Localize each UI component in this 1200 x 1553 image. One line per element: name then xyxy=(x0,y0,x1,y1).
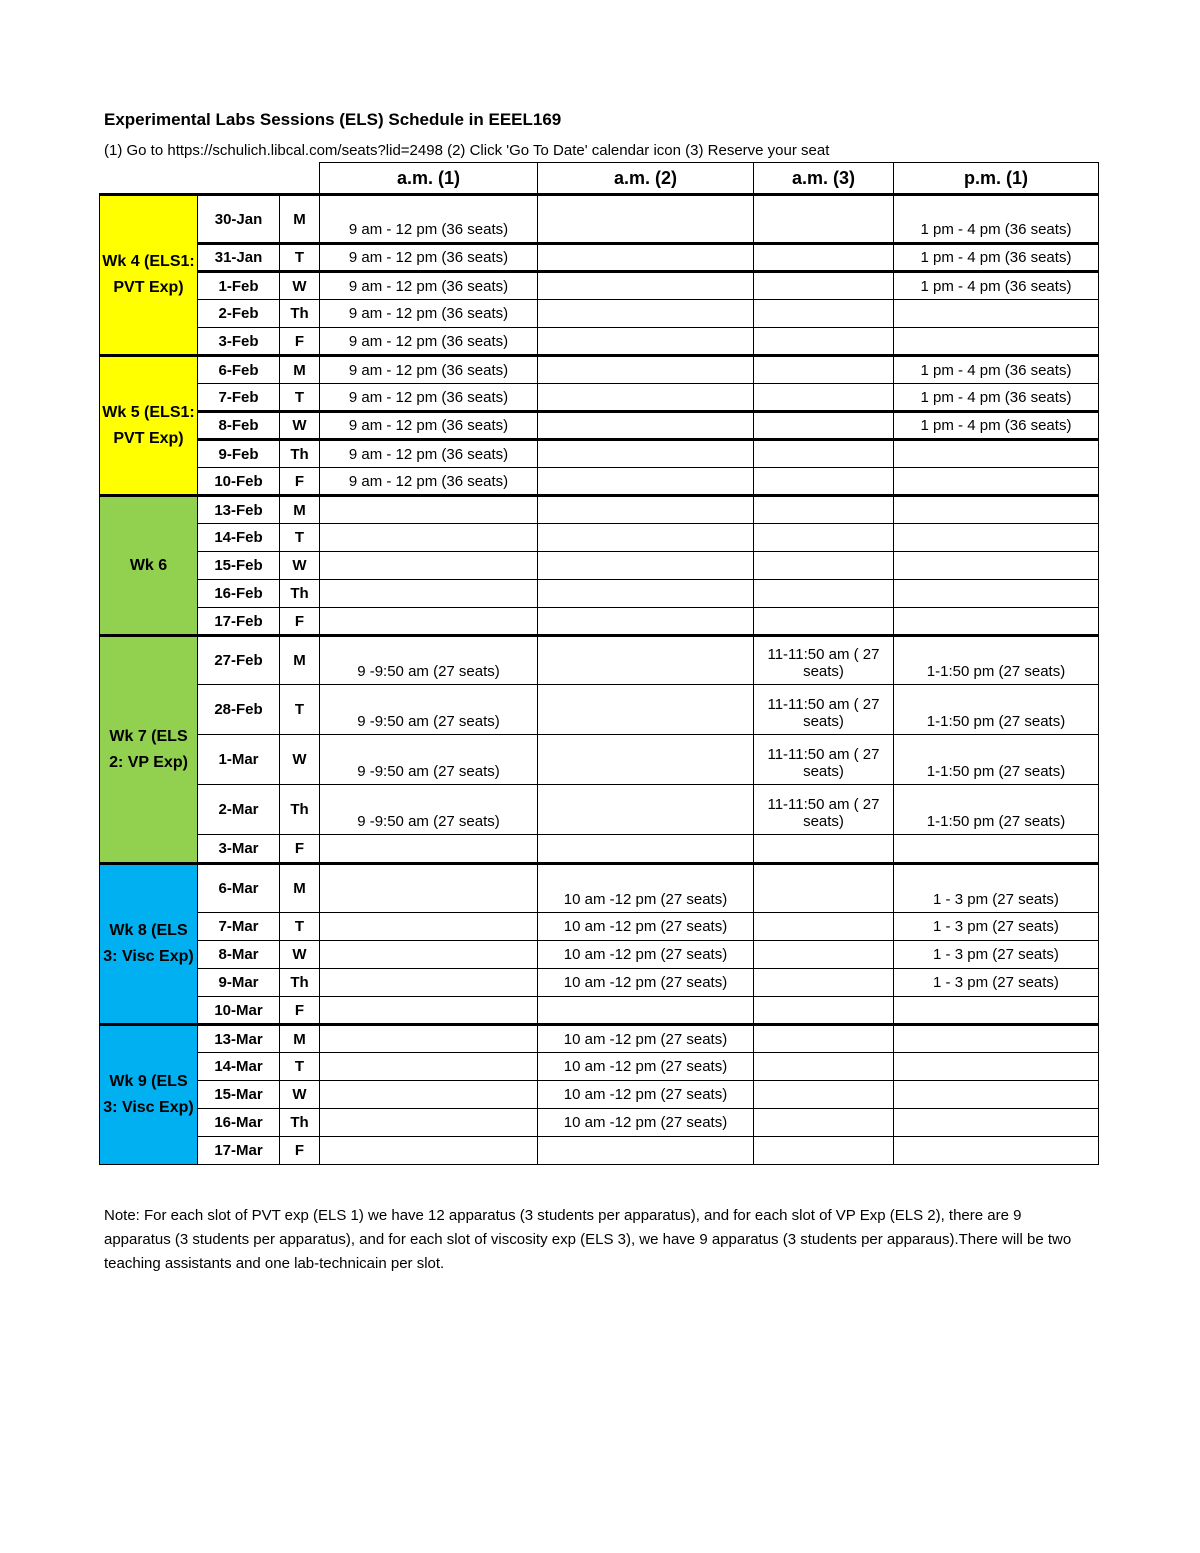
date-cell: 8-Feb xyxy=(198,412,280,440)
slot-pm1 xyxy=(894,300,1099,328)
date-cell: 13-Mar xyxy=(198,1025,280,1053)
slot-am2 xyxy=(538,440,754,468)
col-header-am1: a.m. (1) xyxy=(320,163,538,195)
day-cell: Th xyxy=(280,1109,320,1137)
day-cell: W xyxy=(280,552,320,580)
schedule-table xyxy=(99,162,1099,1165)
slot-am2 xyxy=(538,384,754,412)
date-cell: 17-Mar xyxy=(198,1137,280,1165)
table-row xyxy=(100,835,1099,864)
table-row xyxy=(100,685,1099,735)
table-row xyxy=(100,1137,1099,1165)
table-row xyxy=(100,356,1099,384)
date-cell: 7-Mar xyxy=(198,913,280,941)
slot-am1: 9 am - 12 pm (36 seats) xyxy=(320,356,538,384)
slot-am1 xyxy=(320,524,538,552)
slot-am3 xyxy=(754,300,894,328)
table-row xyxy=(100,195,1099,244)
date-cell: 27-Feb xyxy=(198,636,280,685)
table-row xyxy=(100,272,1099,300)
slot-am1 xyxy=(320,941,538,969)
table-row xyxy=(100,1109,1099,1137)
slot-am1: 9 am - 12 pm (36 seats) xyxy=(320,384,538,412)
slot-am2: 10 am -12 pm (27 seats) xyxy=(538,1081,754,1109)
day-cell: Th xyxy=(280,300,320,328)
table-row xyxy=(100,468,1099,496)
table-row xyxy=(100,1025,1099,1053)
day-cell: M xyxy=(280,195,320,244)
day-cell: Th xyxy=(280,785,320,835)
slot-am1: 9 -9:50 am (27 seats) xyxy=(320,785,538,835)
slot-pm1: 1-1:50 pm (27 seats) xyxy=(894,785,1099,835)
date-cell: 16-Mar xyxy=(198,1109,280,1137)
slot-am1 xyxy=(320,997,538,1025)
slot-pm1 xyxy=(894,997,1099,1025)
slot-am2 xyxy=(538,468,754,496)
slot-am3 xyxy=(754,468,894,496)
slot-am2 xyxy=(538,552,754,580)
date-cell: 7-Feb xyxy=(198,384,280,412)
slot-pm1 xyxy=(894,468,1099,496)
day-cell: F xyxy=(280,997,320,1025)
slot-pm1: 1 - 3 pm (27 seats) xyxy=(894,864,1099,913)
date-cell: 6-Feb xyxy=(198,356,280,384)
day-cell: F xyxy=(280,1137,320,1165)
date-cell: 3-Feb xyxy=(198,328,280,356)
col-header-am3: a.m. (3) xyxy=(754,163,894,195)
slot-am2 xyxy=(538,1137,754,1165)
slot-pm1 xyxy=(894,328,1099,356)
table-row xyxy=(100,913,1099,941)
slot-pm1 xyxy=(894,440,1099,468)
slot-am3 xyxy=(754,1053,894,1081)
day-cell: T xyxy=(280,524,320,552)
slot-pm1: 1 pm - 4 pm (36 seats) xyxy=(894,384,1099,412)
page-title: Experimental Labs Sessions (ELS) Schedule in EEEL169 xyxy=(104,110,562,129)
slot-am1 xyxy=(320,552,538,580)
slot-am1 xyxy=(320,1053,538,1081)
slot-pm1 xyxy=(894,524,1099,552)
day-cell: W xyxy=(280,941,320,969)
slot-am2 xyxy=(538,835,754,864)
week-label: Wk 5 (ELS1: PVT Exp) xyxy=(100,356,198,496)
date-cell: 13-Feb xyxy=(198,496,280,524)
date-cell: 30-Jan xyxy=(198,195,280,244)
slot-am1: 9 -9:50 am (27 seats) xyxy=(320,636,538,685)
slot-am2: 10 am -12 pm (27 seats) xyxy=(538,1109,754,1137)
slot-pm1 xyxy=(894,1137,1099,1165)
date-cell: 15-Mar xyxy=(198,1081,280,1109)
table-row xyxy=(100,412,1099,440)
date-cell: 10-Feb xyxy=(198,468,280,496)
slot-pm1 xyxy=(894,1025,1099,1053)
table-row xyxy=(100,440,1099,468)
slot-am1: 9 am - 12 pm (36 seats) xyxy=(320,272,538,300)
slot-am3 xyxy=(754,524,894,552)
table-row xyxy=(100,244,1099,272)
day-cell: W xyxy=(280,412,320,440)
date-cell: 6-Mar xyxy=(198,864,280,913)
slot-am2 xyxy=(538,412,754,440)
day-cell: F xyxy=(280,328,320,356)
date-cell: 10-Mar xyxy=(198,997,280,1025)
slot-am1: 9 am - 12 pm (36 seats) xyxy=(320,300,538,328)
day-cell: T xyxy=(280,244,320,272)
slot-am3: 11-11:50 am ( 27 seats) xyxy=(754,785,894,835)
slot-am3 xyxy=(754,580,894,608)
slot-am3 xyxy=(754,997,894,1025)
slot-am2 xyxy=(538,272,754,300)
day-cell: W xyxy=(280,272,320,300)
table-row xyxy=(100,969,1099,997)
table-row xyxy=(100,997,1099,1025)
slot-am3 xyxy=(754,552,894,580)
slot-am1 xyxy=(320,1109,538,1137)
day-cell: F xyxy=(280,835,320,864)
day-cell: M xyxy=(280,356,320,384)
slot-am1 xyxy=(320,864,538,913)
day-cell: Th xyxy=(280,580,320,608)
slot-am3 xyxy=(754,272,894,300)
slot-am2 xyxy=(538,356,754,384)
slot-am3 xyxy=(754,412,894,440)
slot-am1 xyxy=(320,1137,538,1165)
table-row xyxy=(100,300,1099,328)
table-row xyxy=(100,1081,1099,1109)
schedule-body xyxy=(100,195,1099,1165)
slot-am2 xyxy=(538,524,754,552)
slot-am1 xyxy=(320,835,538,864)
slot-am3 xyxy=(754,608,894,636)
slot-am1: 9 -9:50 am (27 seats) xyxy=(320,685,538,735)
date-cell: 3-Mar xyxy=(198,835,280,864)
week-label: Wk 4 (ELS1: PVT Exp) xyxy=(100,195,198,356)
day-cell: F xyxy=(280,608,320,636)
slot-am2 xyxy=(538,195,754,244)
slot-am3 xyxy=(754,195,894,244)
table-row xyxy=(100,384,1099,412)
slot-pm1 xyxy=(894,496,1099,524)
table-row xyxy=(100,552,1099,580)
slot-pm1: 1 pm - 4 pm (36 seats) xyxy=(894,195,1099,244)
slot-am3 xyxy=(754,356,894,384)
slot-am1: 9 am - 12 pm (36 seats) xyxy=(320,244,538,272)
slot-pm1: 1 pm - 4 pm (36 seats) xyxy=(894,272,1099,300)
day-cell: F xyxy=(280,468,320,496)
date-cell: 8-Mar xyxy=(198,941,280,969)
table-row xyxy=(100,496,1099,524)
day-cell: W xyxy=(280,735,320,785)
day-cell: T xyxy=(280,1053,320,1081)
slot-am1 xyxy=(320,913,538,941)
table-row xyxy=(100,524,1099,552)
slot-am3 xyxy=(754,496,894,524)
table-row xyxy=(100,636,1099,685)
slot-am1 xyxy=(320,969,538,997)
date-cell: 14-Mar xyxy=(198,1053,280,1081)
slot-pm1: 1 - 3 pm (27 seats) xyxy=(894,941,1099,969)
slot-am1 xyxy=(320,580,538,608)
table-row xyxy=(100,1053,1099,1081)
slot-am3 xyxy=(754,941,894,969)
date-cell: 15-Feb xyxy=(198,552,280,580)
slot-am3: 11-11:50 am ( 27 seats) xyxy=(754,636,894,685)
slot-am1 xyxy=(320,496,538,524)
slot-am2 xyxy=(538,735,754,785)
slot-am1: 9 am - 12 pm (36 seats) xyxy=(320,412,538,440)
slot-am3 xyxy=(754,1109,894,1137)
date-cell: 16-Feb xyxy=(198,580,280,608)
slot-am3 xyxy=(754,1081,894,1109)
slot-am2: 10 am -12 pm (27 seats) xyxy=(538,1025,754,1053)
slot-am1: 9 am - 12 pm (36 seats) xyxy=(320,468,538,496)
slot-pm1 xyxy=(894,580,1099,608)
week-label: Wk 7 (ELS 2: VP Exp) xyxy=(100,636,198,864)
day-cell: M xyxy=(280,496,320,524)
slot-am2 xyxy=(538,608,754,636)
date-cell: 2-Feb xyxy=(198,300,280,328)
slot-pm1 xyxy=(894,552,1099,580)
day-cell: W xyxy=(280,1081,320,1109)
day-cell: Th xyxy=(280,440,320,468)
slot-pm1 xyxy=(894,1053,1099,1081)
slot-pm1 xyxy=(894,835,1099,864)
slot-am3 xyxy=(754,864,894,913)
slot-am1 xyxy=(320,1081,538,1109)
slot-am2: 10 am -12 pm (27 seats) xyxy=(538,941,754,969)
day-cell: T xyxy=(280,913,320,941)
slot-am3: 11-11:50 am ( 27 seats) xyxy=(754,685,894,735)
slot-am1: 9 am - 12 pm (36 seats) xyxy=(320,195,538,244)
date-cell: 9-Feb xyxy=(198,440,280,468)
date-cell: 14-Feb xyxy=(198,524,280,552)
slot-am2: 10 am -12 pm (27 seats) xyxy=(538,969,754,997)
slot-pm1: 1 pm - 4 pm (36 seats) xyxy=(894,412,1099,440)
slot-am2 xyxy=(538,997,754,1025)
day-cell: Th xyxy=(280,969,320,997)
footnote: Note: For each slot of PVT exp (ELS 1) we have 12 apparatus (3 students per apparatus), and for each slot of VP Exp (ELS 2), there are 9 apparatus (3 students per apparatus), and for each slot of viscosity exp (ELS 3), we have 9 apparatus (3 students per apparaus).There will be two teaching assistants and one lab-technicain per slot. xyxy=(104,1207,1072,1272)
slot-am1 xyxy=(320,608,538,636)
slot-pm1: 1-1:50 pm (27 seats) xyxy=(894,685,1099,735)
day-cell: M xyxy=(280,636,320,685)
slot-am2 xyxy=(538,636,754,685)
slot-am2 xyxy=(538,785,754,835)
day-cell: T xyxy=(280,384,320,412)
slot-pm1: 1-1:50 pm (27 seats) xyxy=(894,636,1099,685)
slot-pm1 xyxy=(894,1081,1099,1109)
date-cell: 28-Feb xyxy=(198,685,280,735)
slot-am3 xyxy=(754,328,894,356)
slot-am1: 9 am - 12 pm (36 seats) xyxy=(320,328,538,356)
week-label: Wk 6 xyxy=(100,496,198,636)
slot-am3 xyxy=(754,244,894,272)
table-row xyxy=(100,735,1099,785)
slot-am2: 10 am -12 pm (27 seats) xyxy=(538,864,754,913)
table-row xyxy=(100,328,1099,356)
slot-am1 xyxy=(320,1025,538,1053)
header-blank xyxy=(100,163,320,195)
slot-am2 xyxy=(538,685,754,735)
date-cell: 1-Mar xyxy=(198,735,280,785)
slot-pm1: 1 pm - 4 pm (36 seats) xyxy=(894,244,1099,272)
slot-am2 xyxy=(538,496,754,524)
slot-pm1: 1-1:50 pm (27 seats) xyxy=(894,735,1099,785)
col-header-am2: a.m. (2) xyxy=(538,163,754,195)
date-cell: 1-Feb xyxy=(198,272,280,300)
slot-pm1: 1 - 3 pm (27 seats) xyxy=(894,969,1099,997)
header-row xyxy=(100,163,1099,195)
slot-am3: 11-11:50 am ( 27 seats) xyxy=(754,735,894,785)
day-cell: M xyxy=(280,1025,320,1053)
date-cell: 17-Feb xyxy=(198,608,280,636)
week-label: Wk 9 (ELS 3: Visc Exp) xyxy=(100,1025,198,1165)
slot-am2 xyxy=(538,300,754,328)
table-row xyxy=(100,941,1099,969)
slot-am1: 9 -9:50 am (27 seats) xyxy=(320,735,538,785)
table-row xyxy=(100,785,1099,835)
slot-am1: 9 am - 12 pm (36 seats) xyxy=(320,440,538,468)
slot-am3 xyxy=(754,1137,894,1165)
date-cell: 9-Mar xyxy=(198,969,280,997)
slot-am3 xyxy=(754,440,894,468)
table-row xyxy=(100,864,1099,913)
date-cell: 31-Jan xyxy=(198,244,280,272)
slot-pm1 xyxy=(894,1109,1099,1137)
day-cell: T xyxy=(280,685,320,735)
slot-am3 xyxy=(754,1025,894,1053)
day-cell: M xyxy=(280,864,320,913)
slot-am3 xyxy=(754,384,894,412)
slot-am2: 10 am -12 pm (27 seats) xyxy=(538,913,754,941)
col-header-pm1: p.m. (1) xyxy=(894,163,1099,195)
slot-pm1 xyxy=(894,608,1099,636)
week-label: Wk 8 (ELS 3: Visc Exp) xyxy=(100,864,198,1025)
slot-am2 xyxy=(538,328,754,356)
slot-am2: 10 am -12 pm (27 seats) xyxy=(538,1053,754,1081)
slot-am3 xyxy=(754,969,894,997)
slot-am2 xyxy=(538,244,754,272)
slot-am3 xyxy=(754,913,894,941)
slot-am2 xyxy=(538,580,754,608)
slot-am3 xyxy=(754,835,894,864)
table-row xyxy=(100,580,1099,608)
date-cell: 2-Mar xyxy=(198,785,280,835)
slot-pm1: 1 pm - 4 pm (36 seats) xyxy=(894,356,1099,384)
instructions-line: (1) Go to https://schulich.libcal.com/seats?lid=2498 (2) Click 'Go To Date' calendar icon (3) Reserve your seat xyxy=(104,142,830,159)
slot-pm1: 1 - 3 pm (27 seats) xyxy=(894,913,1099,941)
table-row xyxy=(100,608,1099,636)
